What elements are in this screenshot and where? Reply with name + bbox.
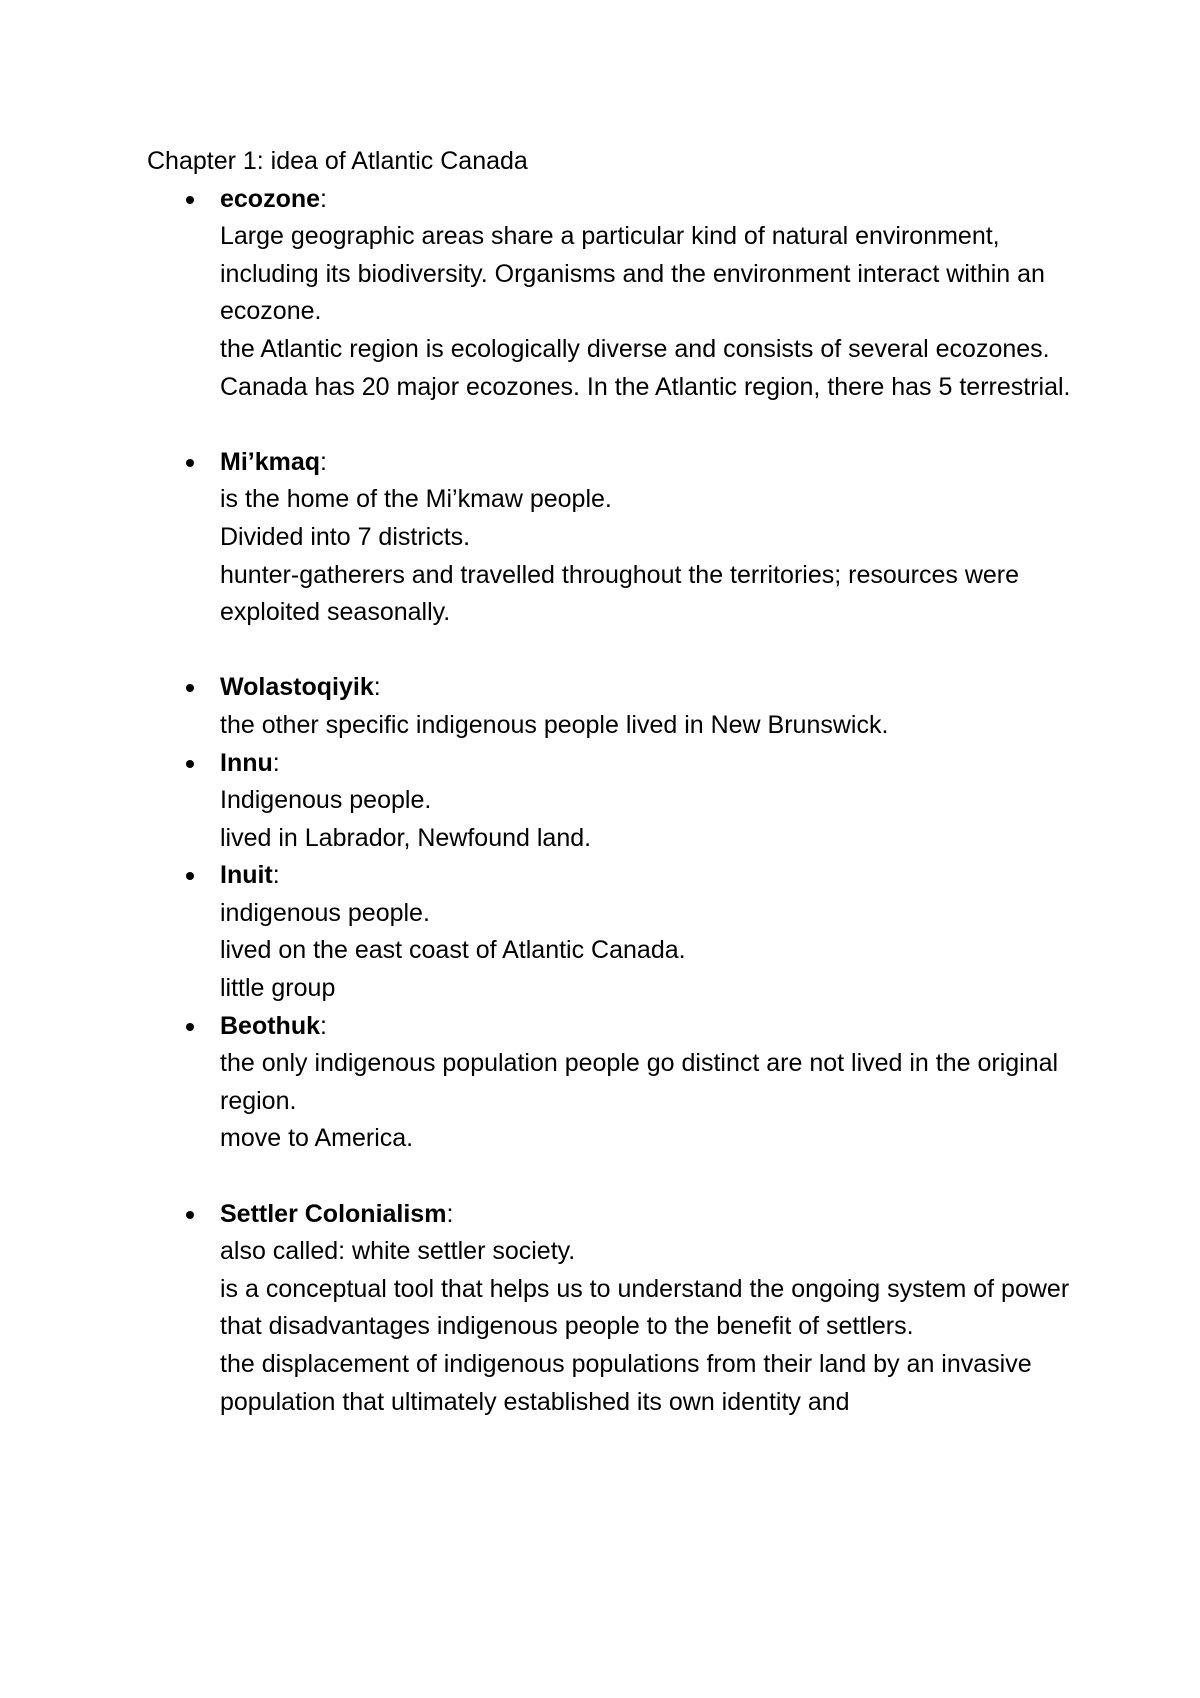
term-description-line: the other specific indigenous people lived in New Brunswick. bbox=[220, 710, 889, 739]
term-heading bbox=[220, 1196, 1087, 1234]
term-item-beothuk bbox=[147, 1008, 1087, 1158]
term-name: Inuit bbox=[220, 861, 273, 890]
term-item-wolastoqiyik bbox=[147, 669, 1087, 744]
term-name: ecozone bbox=[220, 184, 321, 213]
term-list bbox=[147, 181, 1087, 1422]
term-description-line: the displacement of indigenous populations from their land by an invasive population that ultimately established its own identity and bbox=[220, 1350, 1032, 1416]
term-description-line: lived on the east coast of Atlantic Canada. bbox=[220, 936, 686, 965]
bullet-icon bbox=[186, 196, 194, 204]
term-colon: : bbox=[320, 447, 327, 476]
term-description-line: indigenous people. bbox=[220, 898, 430, 927]
term-description-line: Canada has 20 major ecozones. In the Atlantic region, there has 5 terrestrial. bbox=[220, 372, 1071, 401]
bullet-icon bbox=[186, 760, 194, 768]
term-colon: : bbox=[446, 1199, 454, 1228]
term-colon: : bbox=[272, 861, 280, 890]
term-description-line: the only indigenous population people go distinct are not lived in the original region. bbox=[220, 1049, 1059, 1115]
term-name: Wolastoqiyik bbox=[220, 673, 374, 702]
term-heading bbox=[220, 181, 1087, 219]
term-colon: : bbox=[320, 1011, 327, 1040]
term-heading bbox=[220, 1008, 1087, 1046]
term-description-line: lived in Labrador, Newfound land. bbox=[220, 823, 592, 852]
term-heading bbox=[220, 444, 1087, 482]
bullet-icon bbox=[186, 684, 194, 692]
chapter-title: Chapter 1: idea of Atlantic Canada bbox=[147, 147, 528, 175]
term-name: Mi’kmaq bbox=[220, 447, 321, 476]
term-name: Beothuk bbox=[220, 1011, 320, 1040]
term-heading bbox=[220, 857, 1087, 895]
term-colon: : bbox=[272, 748, 280, 777]
term-name: Innu bbox=[220, 748, 273, 777]
term-description-line: hunter-gatherers and travelled throughout the territories; resources were exploited seasonally. bbox=[220, 560, 1020, 627]
term-description-line: also called: white settler society. bbox=[220, 1237, 576, 1266]
term-description-line: is a conceptual tool that helps us to understand the ongoing system of power that disadvantages indigenous people to the benefit of settlers. bbox=[220, 1274, 1070, 1341]
term-description-line: the Atlantic region is ecologically diverse and consists of several ecozones. bbox=[220, 334, 1050, 363]
term-colon: : bbox=[320, 184, 327, 213]
term-item-innu bbox=[147, 745, 1087, 858]
term-item-mikmaq bbox=[147, 444, 1087, 632]
term-description-line: Large geographic areas share a particular kind of natural environment, including its biodiversity. Organisms and the environment interact within an ecozone. bbox=[220, 222, 1045, 326]
term-description-line: Divided into 7 districts. bbox=[220, 522, 471, 551]
term-colon: : bbox=[373, 673, 381, 702]
bullet-icon bbox=[186, 1211, 194, 1219]
bullet-icon bbox=[186, 872, 194, 880]
term-description-line: is the home of the Mi’kmaw people. bbox=[220, 485, 612, 514]
term-item-inuit bbox=[147, 857, 1087, 1007]
document-content bbox=[147, 143, 1087, 1421]
term-item-settler-colonialism bbox=[147, 1196, 1087, 1422]
term-description-line: Indigenous people. bbox=[220, 786, 432, 815]
term-heading bbox=[220, 745, 1087, 783]
bullet-icon bbox=[186, 459, 194, 467]
term-heading bbox=[220, 669, 1087, 707]
bullet-icon bbox=[186, 1023, 194, 1031]
term-description-line: little group bbox=[220, 974, 336, 1003]
term-name: Settler Colonialism bbox=[220, 1199, 447, 1228]
term-description-line: move to America. bbox=[220, 1124, 414, 1153]
term-item-ecozone bbox=[147, 181, 1087, 407]
